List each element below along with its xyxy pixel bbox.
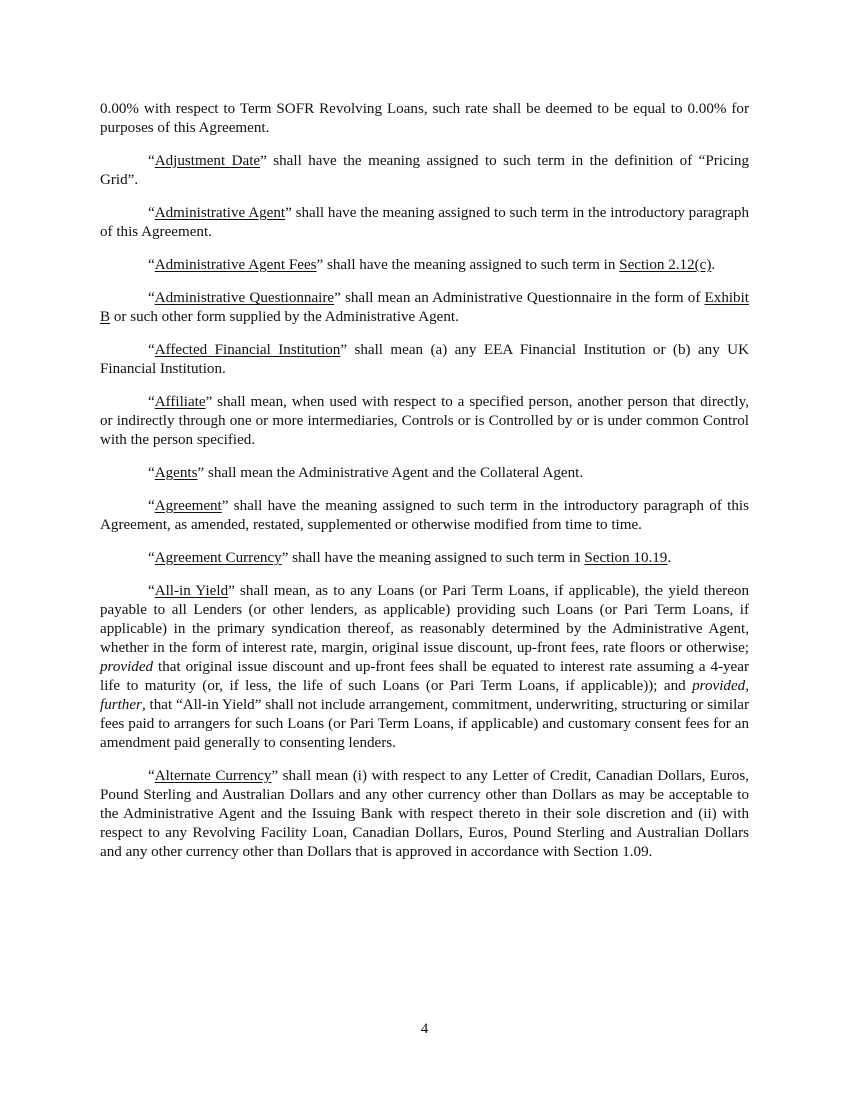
defined-term: Agreement xyxy=(154,498,222,514)
defined-term: Administrative Questionnaire xyxy=(154,290,335,306)
text-run: “ xyxy=(148,394,155,410)
text-run: , that “All-in Yield” shall not include arrangement, commitment, underwriting, structuring or similar fees paid to arrangers for such Loans (or Pari Term Loans, if applicable) and customary consent fees for an amendment paid generally to consenting lenders. xyxy=(100,697,749,751)
text-run: ” shall mean (i) with respect to any Letter of Credit, Canadian Dollars, Euros, Pound Sterling and Australian Dollars and any other currency other than Dollars as may be acceptable to the Administrative Agent and the Issuing Bank with respect thereto in their sole discretion and (ii) with respect to any Revolving Facility Loan, Canadian Dollars, Euros, Pound Sterling and Australian Dollars and any other currency other than Dollars that is approved in accordance with Section 1.09. xyxy=(100,768,749,860)
def-administrative-questionnaire xyxy=(100,289,749,327)
text-run: “ xyxy=(148,498,155,514)
text-run: ” shall mean the Administrative Agent and the Collateral Agent. xyxy=(197,465,584,481)
italic-text: provided xyxy=(692,678,746,694)
def-affiliate xyxy=(100,393,749,450)
text-run: ” shall have the meaning assigned to such term in xyxy=(316,257,620,273)
text-run: ” shall mean (a) any EEA Financial Institution or (b) any UK Financial Institution. xyxy=(100,342,749,377)
text-run: or such other form supplied by the Administrative Agent. xyxy=(110,309,459,325)
def-administrative-agent-fees xyxy=(100,256,749,275)
text-run: “ xyxy=(148,153,155,169)
def-alternate-currency xyxy=(100,767,749,862)
text-run: ” shall mean an Administrative Questionnaire in the form of xyxy=(334,290,705,306)
text-run: ” shall have the meaning assigned to such term in the definition of “Pricing Grid”. xyxy=(100,153,749,188)
def-agreement-currency xyxy=(100,549,749,568)
text-run: . xyxy=(711,257,716,273)
def-administrative-agent xyxy=(100,204,749,242)
defined-term: Affected Financial Institution xyxy=(154,342,341,358)
text-run: “ xyxy=(148,205,155,221)
text-run: “ xyxy=(148,342,155,358)
text-run: “ xyxy=(148,257,155,273)
document-body xyxy=(100,100,749,876)
defined-term: Agents xyxy=(154,465,198,481)
defined-term: Section 2.12(c) xyxy=(619,257,712,273)
defined-term: Affiliate xyxy=(154,394,206,410)
def-adjustment-date xyxy=(100,152,749,190)
defined-term: Exhibit B xyxy=(100,290,749,325)
def-all-in-yield xyxy=(100,582,749,753)
text-run: ” shall have the meaning assigned to such term in xyxy=(281,550,585,566)
text-run: that original issue discount and up-front fees shall be equated to interest rate assuming a 4-year life to maturity (or, if less, the life of such Loans (or Pari Term Loans, if applicable)); and xyxy=(100,659,749,694)
def-agents xyxy=(100,464,749,483)
text-run: “ xyxy=(148,465,155,481)
italic-text: further xyxy=(100,697,142,713)
defined-term: Section 10.19 xyxy=(584,550,668,566)
para-continuation xyxy=(100,100,749,138)
defined-term: Administrative Agent xyxy=(154,205,286,221)
defined-term: All-in Yield xyxy=(154,583,229,599)
text-run: “ xyxy=(148,583,155,599)
text-run: ” shall have the meaning assigned to such term in the introductory paragraph of this Agreement, as amended, restated, supplemented or otherwise modified from time to time. xyxy=(100,498,749,533)
text-run: ” shall have the meaning assigned to such term in the introductory paragraph of this Agreement. xyxy=(100,205,749,240)
page-number: 4 xyxy=(420,1021,429,1037)
defined-term: Alternate Currency xyxy=(154,768,272,784)
def-agreement xyxy=(100,497,749,535)
defined-term: Administrative Agent Fees xyxy=(154,257,317,273)
text-run: ” shall mean, as to any Loans (or Pari Term Loans, if applicable), the yield thereon payable to all Lenders (or other lenders, as applicable) providing such Loans (or Pari Term Loans, if applicable) in the primary syndication thereof, as reasonably determined by the Administrative Agent, whether in the form of interest rate, margin, original issue discount, up-front fees, rate floors or otherwise; xyxy=(100,583,749,656)
text-run: “ xyxy=(148,550,155,566)
text-run: “ xyxy=(148,290,155,306)
defined-term: Adjustment Date xyxy=(154,153,261,169)
text-run: . xyxy=(667,550,672,566)
defined-term: Agreement Currency xyxy=(154,550,282,566)
text-run: “ xyxy=(148,768,155,784)
text-run: , xyxy=(745,678,749,694)
def-affected-financial-institution xyxy=(100,341,749,379)
italic-text: provided xyxy=(100,659,154,675)
text-run: ” shall mean, when used with respect to a specified person, another person that directly, or indirectly through one or more intermediaries, Controls or is Controlled by or is under common Control with the person specified. xyxy=(100,394,749,448)
text-run: 0.00% with respect to Term SOFR Revolving Loans, such rate shall be deemed to be equal to 0.00% for purposes of this Agreement. xyxy=(100,101,749,136)
